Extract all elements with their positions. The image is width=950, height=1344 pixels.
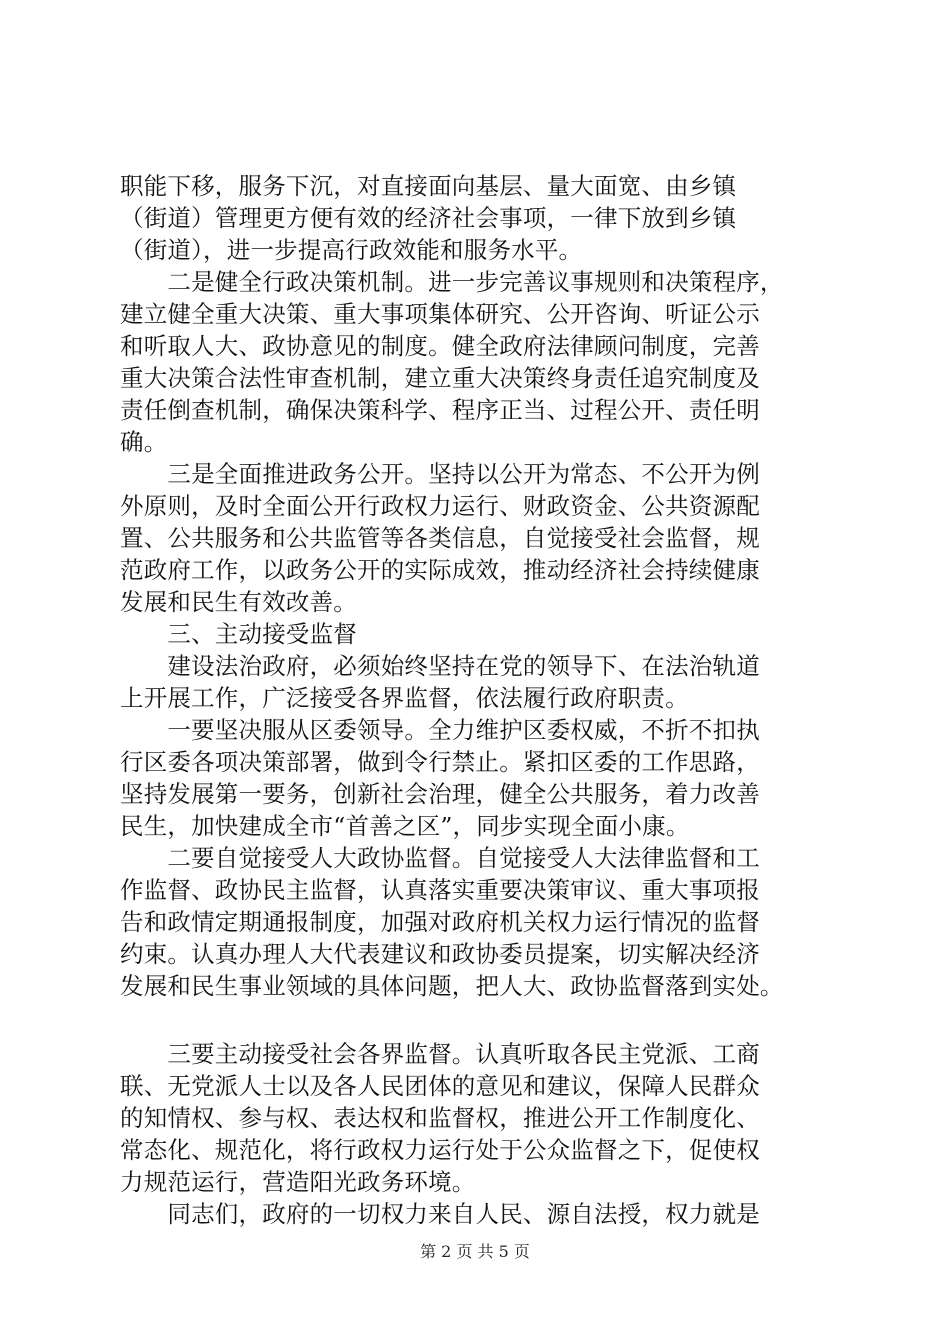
text-line: 责任倒查机制，确保决策科学、程序正当、过程公开、责任明 <box>120 396 760 424</box>
text-line: 职能下移，服务下沉，对直接面向基层、量大面宽、由乡镇 <box>120 172 737 200</box>
text-line: 范政府工作，以政务公开的实际成效，推动经济社会持续健康 <box>120 556 760 584</box>
text-line: 置、公共服务和公共监管等各类信息，自觉接受社会监督，规 <box>120 524 760 552</box>
text-line: 作监督、政协民主监督，认真落实重要决策审议、重大事项报 <box>120 876 760 904</box>
text-line: 发展和民生有效改善。 <box>120 588 357 616</box>
text-line: 建立健全重大决策、重大事项集体研究、公开咨询、听证公示 <box>120 300 760 328</box>
document-body <box>120 170 850 1230</box>
text-line: 行区委各项决策部署，做到令行禁止。紧扣区委的工作思路， <box>120 748 760 776</box>
text-line: 联、无党派人士以及各人民团体的意见和建议，保障人民群众 <box>120 1072 760 1100</box>
text-line: 力规范运行，营造阳光政务环境。 <box>120 1168 476 1196</box>
text-line: 上开展工作，广泛接受各界监督，依法履行政府职责。 <box>120 684 689 712</box>
page-number-footer: 第 2 页 共 5 页 <box>420 1242 530 1261</box>
text-line: 和听取人大、政协意见的制度。健全政府法律顾问制度，完善 <box>120 332 760 360</box>
text-line: 约束。认真办理人大代表建议和政协委员提案，切实解决经济 <box>120 940 760 968</box>
paragraph-start-line: 三要主动接受社会各界监督。认真听取各民主党派、工商 <box>120 1040 760 1068</box>
text-line: 常态化、规范化，将行政权力运行处于公众监督之下，促使权 <box>120 1136 760 1164</box>
text-line: 的知情权、参与权、表达权和监督权，推进公开工作制度化、 <box>120 1104 760 1132</box>
text-line: 告和政情定期通报制度，加强对政府机关权力运行情况的监督 <box>120 908 760 936</box>
section-heading: 三、主动接受监督 <box>120 620 357 648</box>
paragraph-start-line: 二是健全行政决策机制。进一步完善议事规则和决策程序， <box>120 268 784 296</box>
paragraph-gap <box>120 1002 850 1038</box>
paragraph-start-line: 二要自觉接受人大政协监督。自觉接受人大法律监督和工 <box>120 844 760 872</box>
text-line: 发展和民生事业领域的具体问题，把人大、政协监督落到实处。 <box>120 972 784 1000</box>
text-line: 重大决策合法性审查机制，建立重大决策终身责任追究制度及 <box>120 364 760 392</box>
text-line: （街道），进一步提高行政效能和服务水平。 <box>120 236 583 264</box>
text-line: （街道）管理更方便有效的经济社会事项，一律下放到乡镇 <box>120 204 737 232</box>
paragraph-start-line: 同志们，政府的一切权力来自人民、源自法授，权力就是 <box>120 1200 760 1228</box>
text-line: 确。 <box>120 428 168 456</box>
text-line: 外原则，及时全面公开行政权力运行、财政资金、公共资源配 <box>120 492 760 520</box>
text-line: 坚持发展第一要务，创新社会治理，健全公共服务，着力改善 <box>120 780 760 808</box>
paragraph-start-line: 建设法治政府，必须始终坚持在党的领导下、在法治轨道 <box>120 652 760 680</box>
paragraph-start-line: 三是全面推进政务公开。坚持以公开为常态、不公开为例 <box>120 460 760 488</box>
paragraph-start-line: 一要坚决服从区委领导。全力维护区委权威，不折不扣执 <box>120 716 760 744</box>
text-line: 民生，加快建成全市“首善之区”，同步实现全面小康。 <box>120 812 690 840</box>
